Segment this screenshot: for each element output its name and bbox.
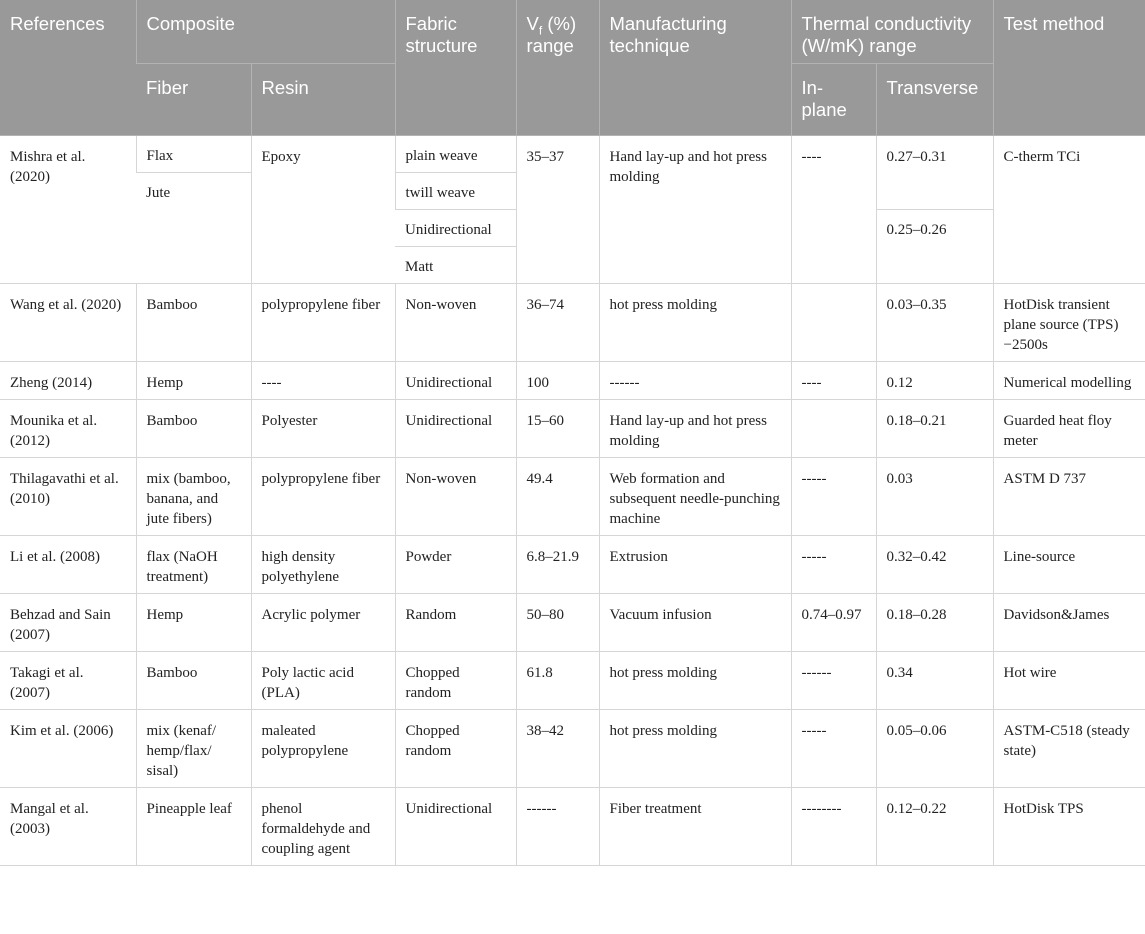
cell-vf: 49.4	[516, 458, 599, 536]
cell-vf: 36–74	[516, 284, 599, 362]
cell-manufacturing: Extrusion	[599, 536, 791, 594]
header-manufacturing: Manufacturing technique	[599, 0, 791, 136]
cell-manufacturing: Vacuum infusion	[599, 594, 791, 652]
cell-transverse: 0.32–0.42	[876, 536, 993, 594]
cell-transverse: 0.18–0.21	[876, 400, 993, 458]
cell-resin: maleated polypropylene	[251, 710, 395, 788]
cell-manufacturing: Web formation and subsequent needle-punching machine	[599, 458, 791, 536]
cell-vf: 100	[516, 362, 599, 400]
cell-in-plane: ----	[791, 362, 876, 400]
cell-resin: high density polyethylene	[251, 536, 395, 594]
cell-in-plane	[791, 284, 876, 362]
cell-vf: 50–80	[516, 594, 599, 652]
header-composite: Composite	[136, 0, 395, 64]
table-row	[0, 136, 1145, 173]
cell-test-method: Line-source	[993, 536, 1145, 594]
cell-fiber: Pineapple leaf	[136, 788, 251, 866]
cell-reference: Thilagavathi et al. (2010)	[0, 458, 136, 536]
table-row	[0, 400, 1145, 458]
cell-test-method: HotDisk TPS	[993, 788, 1145, 866]
header-in-plane: In-plane	[791, 64, 876, 136]
header-fiber: Fiber	[136, 64, 251, 136]
cell-vf: 6.8–21.9	[516, 536, 599, 594]
cell-manufacturing: hot press molding	[599, 284, 791, 362]
cell-in-plane: -----	[791, 710, 876, 788]
cell-manufacturing: Hand lay-up and hot press molding	[599, 400, 791, 458]
cell-test-method: Hot wire	[993, 652, 1145, 710]
cell-reference: Behzad and Sain (2007)	[0, 594, 136, 652]
cell-test-method: ASTM D 737	[993, 458, 1145, 536]
table-body	[0, 136, 1145, 866]
table-row	[0, 284, 1145, 362]
header-transverse: Transverse	[876, 64, 993, 136]
table-row	[0, 652, 1145, 710]
cell-test-method: C-therm TCi	[993, 136, 1145, 284]
cell-fiber: mix (kenaf/ hemp/flax/ sisal)	[136, 710, 251, 788]
cell-vf: 61.8	[516, 652, 599, 710]
cell-transverse: 0.05–0.06	[876, 710, 993, 788]
cell-resin: Acrylic polymer	[251, 594, 395, 652]
cell-resin: polypropylene fiber	[251, 284, 395, 362]
cell-fabric: Unidirectional	[395, 400, 516, 458]
cell-manufacturing: hot press molding	[599, 710, 791, 788]
cell-vf: ------	[516, 788, 599, 866]
header-test-method: Test method	[993, 0, 1145, 136]
cell-fiber: Hemp	[136, 594, 251, 652]
cell-reference: Kim et al. (2006)	[0, 710, 136, 788]
cell-fiber: flax (NaOH treatment)	[136, 536, 251, 594]
cell-reference: Mounika et al. (2012)	[0, 400, 136, 458]
cell-fabric: twill weave	[395, 173, 516, 210]
cell-fabric: Powder	[395, 536, 516, 594]
cell-transverse: 0.12–0.22	[876, 788, 993, 866]
cell-vf: 15–60	[516, 400, 599, 458]
cell-fiber: Bamboo	[136, 652, 251, 710]
header-fabric-structure: Fabric structure	[395, 0, 516, 136]
cell-fiber: Jute	[136, 173, 251, 284]
cell-resin: Poly lactic acid (PLA)	[251, 652, 395, 710]
cell-in-plane	[791, 400, 876, 458]
cell-fabric: Chopped random	[395, 652, 516, 710]
cell-reference: Mishra et al. (2020)	[0, 136, 136, 284]
cell-test-method: ASTM-C518 (steady state)	[993, 710, 1145, 788]
cell-transverse: 0.25–0.26	[876, 210, 993, 284]
cell-fabric: Non-woven	[395, 458, 516, 536]
cell-reference: Zheng (2014)	[0, 362, 136, 400]
cell-transverse: 0.27–0.31	[876, 136, 993, 210]
table-row	[0, 536, 1145, 594]
cell-reference: Li et al. (2008)	[0, 536, 136, 594]
cell-fabric: Unidirectional	[395, 362, 516, 400]
vf-subscript: f	[538, 23, 543, 38]
cell-fabric: Non-woven	[395, 284, 516, 362]
cell-test-method: HotDisk transient plane source (TPS) −2500s	[993, 284, 1145, 362]
vf-symbol: V	[526, 13, 539, 34]
cell-fabric: Matt	[395, 247, 516, 284]
table-row	[0, 594, 1145, 652]
table-row	[0, 710, 1145, 788]
header-thermal-conductivity: Thermal conductivity (W/mK) range	[791, 0, 993, 64]
cell-test-method: Guarded heat floy meter	[993, 400, 1145, 458]
cell-fabric: Unidirectional	[395, 210, 516, 247]
cell-resin: phenol formaldehyde and coupling agent	[251, 788, 395, 866]
header-resin: Resin	[251, 64, 395, 136]
cell-fiber: Bamboo	[136, 284, 251, 362]
header-vf-range	[516, 0, 599, 136]
vf-suffix: (%) range	[526, 13, 577, 56]
cell-transverse: 0.34	[876, 652, 993, 710]
cell-fabric: Random	[395, 594, 516, 652]
cell-fabric: Chopped random	[395, 710, 516, 788]
cell-resin: ----	[251, 362, 395, 400]
cell-resin: Epoxy	[251, 136, 395, 284]
cell-fiber: Bamboo	[136, 400, 251, 458]
cell-transverse: 0.03–0.35	[876, 284, 993, 362]
table-row	[0, 788, 1145, 866]
cell-manufacturing: hot press molding	[599, 652, 791, 710]
cell-reference: Wang et al. (2020)	[0, 284, 136, 362]
cell-fabric: plain weave	[395, 136, 516, 173]
cell-transverse: 0.12	[876, 362, 993, 400]
table-header	[0, 0, 1145, 136]
cell-vf: 38–42	[516, 710, 599, 788]
cell-manufacturing: Hand lay-up and hot press molding	[599, 136, 791, 284]
cell-in-plane: ----	[791, 136, 876, 284]
table-row	[0, 362, 1145, 400]
cell-manufacturing: Fiber treatment	[599, 788, 791, 866]
cell-in-plane: 0.74–0.97	[791, 594, 876, 652]
cell-transverse: 0.03	[876, 458, 993, 536]
cell-vf: 35–37	[516, 136, 599, 284]
cell-fiber: mix (bamboo, banana, and jute fibers)	[136, 458, 251, 536]
cell-in-plane: ------	[791, 652, 876, 710]
cell-fiber: Flax	[136, 136, 251, 173]
table-row	[0, 458, 1145, 536]
cell-test-method: Davidson&James	[993, 594, 1145, 652]
cell-transverse: 0.18–0.28	[876, 594, 993, 652]
header-references: References	[0, 0, 136, 136]
cell-in-plane: -----	[791, 458, 876, 536]
cell-reference: Takagi et al. (2007)	[0, 652, 136, 710]
cell-reference: Mangal et al. (2003)	[0, 788, 136, 866]
cell-test-method: Numerical modelling	[993, 362, 1145, 400]
cell-resin: Polyester	[251, 400, 395, 458]
cell-in-plane: -----	[791, 536, 876, 594]
cell-fabric: Unidirectional	[395, 788, 516, 866]
cell-fiber: Hemp	[136, 362, 251, 400]
cell-resin: polypropylene fiber	[251, 458, 395, 536]
cell-manufacturing: ------	[599, 362, 791, 400]
cell-in-plane: --------	[791, 788, 876, 866]
